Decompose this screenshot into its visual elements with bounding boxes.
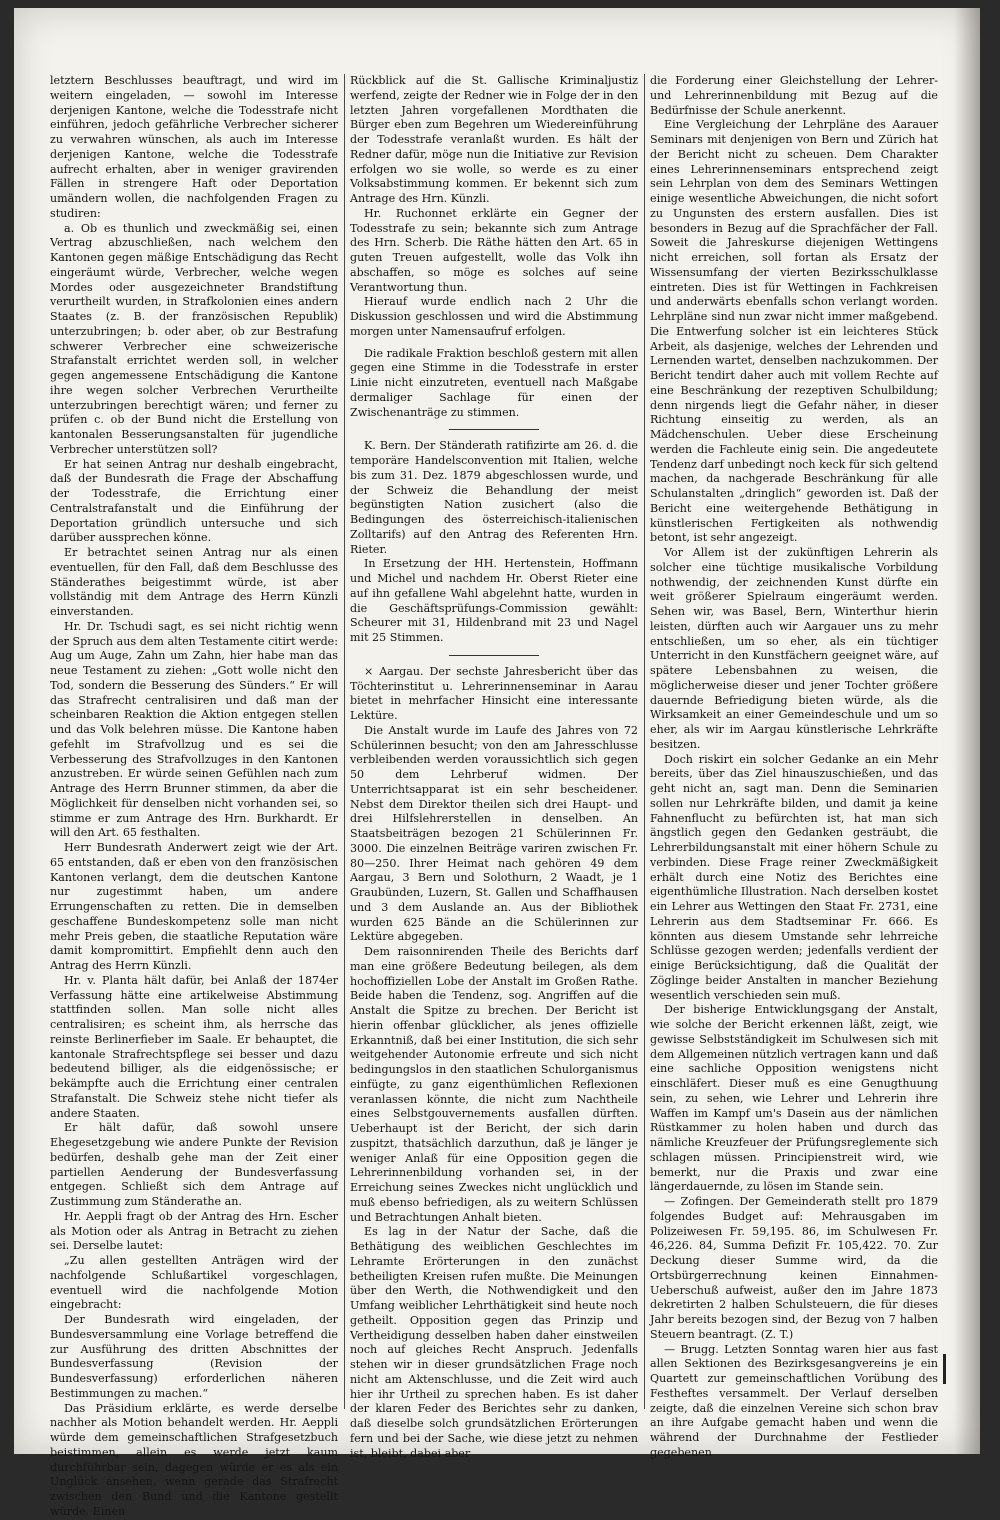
article-paragraph: „Zu allen gestellten Anträgen wird der nachfolgende Schlußartikel vorgeschlagen, eventuell wird die nachfolgende Motion eingebracht: xyxy=(50,1254,338,1312)
article-paragraph: Die radikale Fraktion beschloß gestern mit allen gegen eine Stimme in die Todesstrafe in erster Linie nicht einzutreten, eventuell nach Maßgabe dermaliger Sachlage für einen der Zwischenanträge zu stimmen. xyxy=(350,346,638,419)
article-paragraph: Der Bundesrath wird eingeladen, der Bundesversammlung eine Vorlage betreffend die zur Ausführung des dritten Abschnittes der Bundesverfassung (Revision der Bundesverfassung) erforderlichen näheren Bestimmungen zu machen.“ xyxy=(50,1313,338,1400)
article-paragraph: Hr. v. Planta hält dafür, bei Anlaß der 1874er Verfassung hätte eine artikelweise Abstimmung stattfinden sollen. Man solle nicht alles centralisiren; es scheint ihm, als herrsche das reinste Berlinerfieber im Saale. Er behauptet, die kantonale Strafrechtspflege sei besser und dazu bedeutend billiger, als die eidgenössische; er bekämpfte auch die Errichtung einer centralen Strafanstalt. Die Schweiz stehe nicht tiefer als andere Staaten. xyxy=(50,973,338,1120)
article-paragraph: Eine Vergleichung der Lehrpläne des Aarauer Seminars mit denjenigen von Bern und Zürich hat der Bericht nicht zu scheuen. Dem Charakter eines Lehrerinnenseminars entsprechend zeigt sein Lehrplan von dem des Seminars Wettingen einige wesentliche Abweichungen, die nicht sofort zu Ungunsten des erstern ausfallen. Dies ist besonders in Bezug auf die Sprachfächer der Fall. Soweit die Jahreskurse diejenigen Wettingens nicht erreichen, soll fortan als Ersatz der Wissensumfang der vierten Bezirksschulklasse eintreten. Dies ist für Wettingen in Fachkreisen und anderwärts ebenfalls schon verlangt worden. Lehrpläne sind nun zwar nicht immer maßgebend. Die Entwerfung solcher ist ein leichteres Stück Arbeit, als dasjenige, welches der Lehrenden und Lernenden wartet, denselben nachzukommen. Der Bericht tendirt daher auch mit vollem Rechte auf eine Beschränkung der rezeptiven Schulbildung; denn nirgends liegt die Gefahr näher, in dieser Richtung einseitig zu werden, als an Mädchenschulen. Ueber diese Erscheinung werden die Fachleute einig sein. Die angedeutete Tendenz darf unbedingt noch keck für sich geltend machen, da nachgerade Beschränkung für alle Schulanstalten „dringlich“ geworden ist. Daß der Bericht eine weitergehende Bethätigung in künstlerischen Fertigkeiten als nothwendig betont, ist sehr angezeigt. xyxy=(650,118,938,545)
article-paragraph: Doch riskirt ein solcher Gedanke an ein Mehr bereits, über das Ziel hinauszuschießen, und das geht nicht an, sagt man. Denn die Seminarien sollen nur Lehrkräfte bilden, und damit ja keine Fahnenflucht zu befürchten ist, hat man sich ängstlich gegen den Gedanken gesträubt, die Lehrerbildungsanstalt mit einer höhern Schule zu verbinden. Diese Frage reiner Zweckmäßigkeit erhält durch eine Notiz des Berichtes eine eigenthümliche Illustration. Nach derselben kostet ein Lehrer aus Wettingen den Staat Fr. 2731, eine Lehrerin aus dem Stadtseminar Fr. 666. Es könnten aus diesem Umstande sehr lehrreiche Schlüsse gezogen werden; jedenfalls verdient der einige Berücksichtigung, daß die Qualität der Zöglinge beider Anstalten in mancher Beziehung wesentlich verschieden sein muß. xyxy=(650,752,938,1002)
page-edge-shadow xyxy=(954,8,980,1454)
article-paragraph: a. Ob es thunlich und zweckmäßig sei, einen Vertrag abzuschließen, nach welchem den Kantonen gegen mäßige Entschädigung das Recht eingeräumt würde, Verbrecher, welche wegen Mordes oder ausgezeichneter Brandstiftung verurtheilt wurden, in Strafkolonien eines andern Staates (z. B. der französischen Republik) unterzubringen; b. oder aber, ob zur Bestrafung schwerer Verbrecher eine schweizerische Strafanstalt errichtet werden soll, in welcher gegen angemessene Entschädigung die Kantone ihre wegen solcher Verbrechen Verurtheilte unterzubringen berechtigt wären; und ferner zu prüfen c. ob der Bund nicht die Erstellung von kantonalen Besserungsanstalten für jugendliche Verbrecher unterstützen soll? xyxy=(50,221,338,456)
article-paragraph: Das Präsidium erklärte, es werde derselbe nachher als Motion behandelt werden. Hr. Aeppli würde dem gemeinschaftlichen Strafgesetzbuch beistimmen, allein es werde jetzt kaum durchführbar sein, dagegen würde er es als ein Unglück ansehen, wenn gerade das Strafrecht zwischen den Bund und die Kantone gestellt würde. Einen xyxy=(50,1401,338,1518)
article-paragraph: Er betrachtet seinen Antrag nur als einen eventuellen, für den Fall, daß dem Beschlusse des Ständerathes beigestimmt würde, ist aber vollständig mit dem Antrage des Herrn Künzli einverstanden. xyxy=(50,546,338,618)
section-separator xyxy=(449,655,539,656)
article-paragraph: Dem raisonnirenden Theile des Berichts darf man eine größere Bedeutung beilegen, als dem hochoffiziellen Lobe der Anstalt im Großen Rathe. Beide haben die Tendenz, sog. Angriffen auf die Anstalt die Spitze zu brechen. Der Bericht ist hierin offenbar glücklicher, als jenes offizielle Erkanntniß, daß bei einer Institution, die sich sehr weitgehender Autonomie erfreute und sich nicht bedingungslos in den staatlichen Schulorganismus einfügte, zu ganz eigenthümlichen Reflexionen veranlassen könnte, die nicht zum Nachtheile eines Selbstgouvernements ausfallen dürften. Ueberhaupt ist der Bericht, der sich darin zuspitzt, thatsächlich darzuthun, daß je länger je weniger Anlaß für eine Opposition gegen die Lehrerinnenbildung vorhanden sei, in der Erreichung seines Zweckes nicht unglücklich und muß ebenso befriedigen, als zu weitern Schlüssen und Betrachtungen Anhalt bieten. xyxy=(350,945,638,1224)
article-paragraph: Der bisherige Entwicklungsgang der Anstalt, wie solche der Bericht erkennen läßt, zeigt, wie gewisse Selbstständigkeit im Schulwesen sich mit dem Allgemeinen nützlich vertragen kann und daß eine sachliche Opposition wenigstens nicht einschläfert. Dieser muß es eine Genugthuung sein, zu sehen, wie Lehrer und Lehrerin ihre Waffen im Kampf um's Dasein aus der nämlichen Rüstkammer zu holen haben und durch das nämliche Kreuzfeuer der Prüfungsreglemente sich schlagen müssen. Principienstreit wird, wie bemerkt, nur die Praxis und zwar eine längerdauernde, zu lösen im Stande sein. xyxy=(650,1003,938,1194)
article-paragraph: Er hat seinen Antrag nur deshalb eingebracht, daß der Bundesrath die Frage der Abschaffung der Todesstrafe, die Errichtung einer Centralstrafanstalt und die Einführung der Deportation gründlich untersuche und sich darüber aussprechen könne. xyxy=(50,457,338,545)
article-paragraph: Herr Bundesrath Anderwert zeigt wie der Art. 65 entstanden, daß er eben von den französischen Kantonen verlangt, dem die deutschen Kantone nur zugestimmt haben, um andere Errungenschaften zu retten. Die in demselben geschaffene Bundeskompetenz solle man nicht mehr Preis geben, die staatliche Reputation wäre damit kompromittirt. Empfiehlt denn auch den Antrag des Herrn Künzli. xyxy=(50,841,338,972)
article-paragraph-brugg: — Brugg. Letzten Sonntag waren hier aus fast allen Sektionen des Bezirksgesangvereins je ein Quartett zur gemeinschaftlichen Vorübung des Festheftes versammelt. Der Verlauf derselben zeigte, daß die einzelnen Vereine sich schon brav an ihre Aufgabe gemacht haben und wenn die während der Durchnahme der Festlieder gegebenen xyxy=(650,1342,938,1459)
article-paragraph: In Ersetzung der HH. Hertenstein, Hoffmann und Michel und nachdem Hr. Oberst Rieter eine auf ihn gefallene Wahl abgelehnt hatte, wurden in die Geschäftsprüfungs-Commission gewählt: Scheurer mit 31, Hildenbrand mit 23 und Nagel mit 25 Stimmen. xyxy=(350,557,638,644)
margin-mark xyxy=(943,1354,946,1384)
column-1 xyxy=(50,74,338,1518)
article-paragraph: Es lag in der Natur der Sache, daß die Bethätigung des weiblichen Geschlechtes im Lehramte Erörterungen in den zunächst betheiligten Kreisen rufen mußte. Die Meinungen über den Werth, die Nothwendigkeit und den Umfang weiblicher Lehrthätigkeit sind heute noch getheilt. Opposition gegen das Prinzip und Vertheidigung desselben haben daher einstweilen noch auf gleiches Recht Anspruch. Jedenfalls stehen wir in dieser grundsätzlichen Frage noch nicht am Aktenschlusse, und die Zeit wird auch hier ihr Urtheil zu sprechen haben. Es ist daher der klaren Feder des Berichtes sehr zu danken, daß dieselbe solch grundsätzlichen Erörterungen fern und bei der Sache, wie diese jetzt zu nehmen ist, bleibt, dabei aber xyxy=(350,1225,638,1460)
column-2 xyxy=(350,74,638,1460)
column-divider xyxy=(644,74,645,1409)
section-separator xyxy=(449,429,539,430)
column-divider xyxy=(344,74,345,1409)
newspaper-page xyxy=(14,8,980,1518)
article-paragraph-aargau: × Aargau. Der sechste Jahresbericht über das Töchterinstitut u. Lehrerinnenseminar in Aarau bietet in mehrfacher Hinsicht eine interessante Lektüre. xyxy=(350,664,638,722)
article-paragraph: Die Anstalt wurde im Laufe des Jahres von 72 Schülerinnen besucht; von den am Jahresschlusse verbleibenden werden voraussichtlich sich gegen 50 dem Lehrberuf widmen. Der Unterrichtsapparat ist ein sehr bescheidener. Nebst dem Direktor theilen sich drei Haupt- und drei Hilfslehrerstellen in denselben. An Staatsbeiträgen bezogen 21 Schülerinnen Fr. 3000. Die einzelnen Beiträge variren zwischen Fr. 80—250. Ihrer Heimat nach gehören 49 dem Aargau, 3 Bern und Solothurn, 2 Waadt, je 1 Graubünden, Luzern, St. Gallen und Schaffhausen und 3 dem Auslande an. Aus der Bibliothek wurden 625 Bände an die Schülerinnen zur Lektüre abgegeben. xyxy=(350,723,638,944)
article-paragraph: die Forderung einer Gleichstellung der Lehrer- und Lehrerinnenbildung mit Bezug auf die Bedürfnisse der Schule anerkennt. xyxy=(650,74,938,117)
article-paragraph: Vor Allem ist der zukünftigen Lehrerin als solcher eine tüchtige musikalische Vorbildung nothwendig, der zeichnenden Kunst dürfte ein weit größerer Spielraum eingeräumt werden. Sehen wir, was Basel, Bern, Winterthur hierin leisten, dürften auch wir Aargauer uns zu mehr entschließen, um so eher, als ein tüchtiger Unterricht in den Kunstfächern geeignet wäre, auf spätere Lebensbahnen zu weisen, die möglicherweise dieser und jener Tochter größere dauernde Befriedigung bieten würde, als die Wirksamkeit an einer Gemeindeschule und um so eher, als wir im Aargau künstlerische Lehrkräfte besitzen. xyxy=(650,546,938,751)
article-paragraph: Hr. Aeppli fragt ob der Antrag des Hrn. Escher als Motion oder als Antrag in Betracht zu ziehen sei. Derselbe lautet: xyxy=(50,1209,338,1253)
article-paragraph: Hr. Ruchonnet erklärte ein Gegner der Todesstrafe zu sein; bekannte sich zum Antrage des Hrn. Scherb. Die Räthe hätten den Art. 65 in guten Treuen aufgestellt, wolle das Volk ihn abschaffen, so möge es solches auf seine Verantwortung thun. xyxy=(350,206,638,294)
article-paragraph: Er hält dafür, daß sowohl unsere Ehegesetzgebung wie andere Punkte der Revision bedürfen, deshalb gehe man der Zeit einer partiellen Aenderung der Bundesverfassung entgegen. Schließt sich dem Antrage auf Zustimmung zum Ständerathe an. xyxy=(50,1121,338,1208)
article-paragraph: Hr. Dr. Tschudi sagt, es sei nicht richtig wenn der Spruch aus dem alten Testamente citirt werde: Aug um Auge, Zahn um Zahn, hier habe man das neue Testament zu ziehen: „Gott wolle nicht den Tod, sondern die Besserung des Sünders.“ Er will das Strafrecht centralisiren und daß man der scheinbaren Reaktion die Aktion entgegen stellen und das Volk belehren müsse. Die Kantone haben gefehlt im Strafvollzug und es sei die Verbesserung des Strafvollzuges in den Kantonen anzustreben. Er würde seinen Gefühlen nach zum Antrage des Herrn Brunner stimmen, da aber die Möglichkeit für denselben nicht vorhanden sei, so stimme er zum Antrage des Hrn. Burkhardt. Er will den Art. 65 festhalten. xyxy=(50,619,338,840)
article-paragraph-bern: K. Bern. Der Ständerath ratifizirte am 26. d. die temporäre Handelsconvention mit Italien, welche bis zum 31. Dez. 1879 abgeschlossen wurde, und der Schweiz die Behandlung der meist begünstigten Nation zusichert (also die Bedingungen des österreichisch-italienischen Zolltarifs) auf den Antrag des Referenten Hrn. Rieter. xyxy=(350,439,638,556)
article-paragraph: Rückblick auf die St. Gallische Kriminaljustiz werfend, zeigte der Redner wie in Folge der in den letzten Jahren vorgefallenen Mordthaten die Bürger eben zum Begehren um Wiedereinführung der Todesstrafe veranlaßt wurden. Es hält der Redner dafür, möge nun die Initiative zur Revision erfolgen wo sie wolle, so werde es zu einer Volksabstimmung kommen. Er bekennt sich zum Antrage des Hrn. Künzli. xyxy=(350,74,638,205)
article-paragraph-zofingen: — Zofingen. Der Gemeinderath stellt pro 1879 folgendes Budget auf: Mehrausgaben im Polizeiwesen Fr. 59,195. 86, im Schulwesen Fr. 46,226. 84, Summa Defizit Fr. 105,422. 70. Zur Deckung dieser Summe wird, da die Ortsbürgerrechnung keinen Einnahmen-Ueberschuß aufweist, außer den im Jahre 1873 dekretirten 2 halben Schulsteuern, die für dieses Jahr bereits bezogen sind, der Bezug von 7 halben Steuern beantragt. (Z. T.) xyxy=(650,1195,938,1341)
article-paragraph: Hierauf wurde endlich nach 2 Uhr die Diskussion geschlossen und wird die Abstimmung morgen unter Namensaufruf erfolgen. xyxy=(350,295,638,338)
article-paragraph: letztern Beschlusses beauftragt, und wird im weitern eingeladen, — sowohl im Interesse derjenigen Kantone, welche die Todesstrafe nicht einführen, jedoch gefährliche Verbrecher sicherer zu verwahren wünschen, als auch im Interesse derjenigen Kantone, welche die Todesstrafe aufrecht erhalten, aber in weniger gravirenden Fällen in strengere Haft oder Deportation umändern wollen, die nachfolgenden Fragen zu studiren: xyxy=(50,74,338,220)
column-3 xyxy=(650,74,938,1459)
